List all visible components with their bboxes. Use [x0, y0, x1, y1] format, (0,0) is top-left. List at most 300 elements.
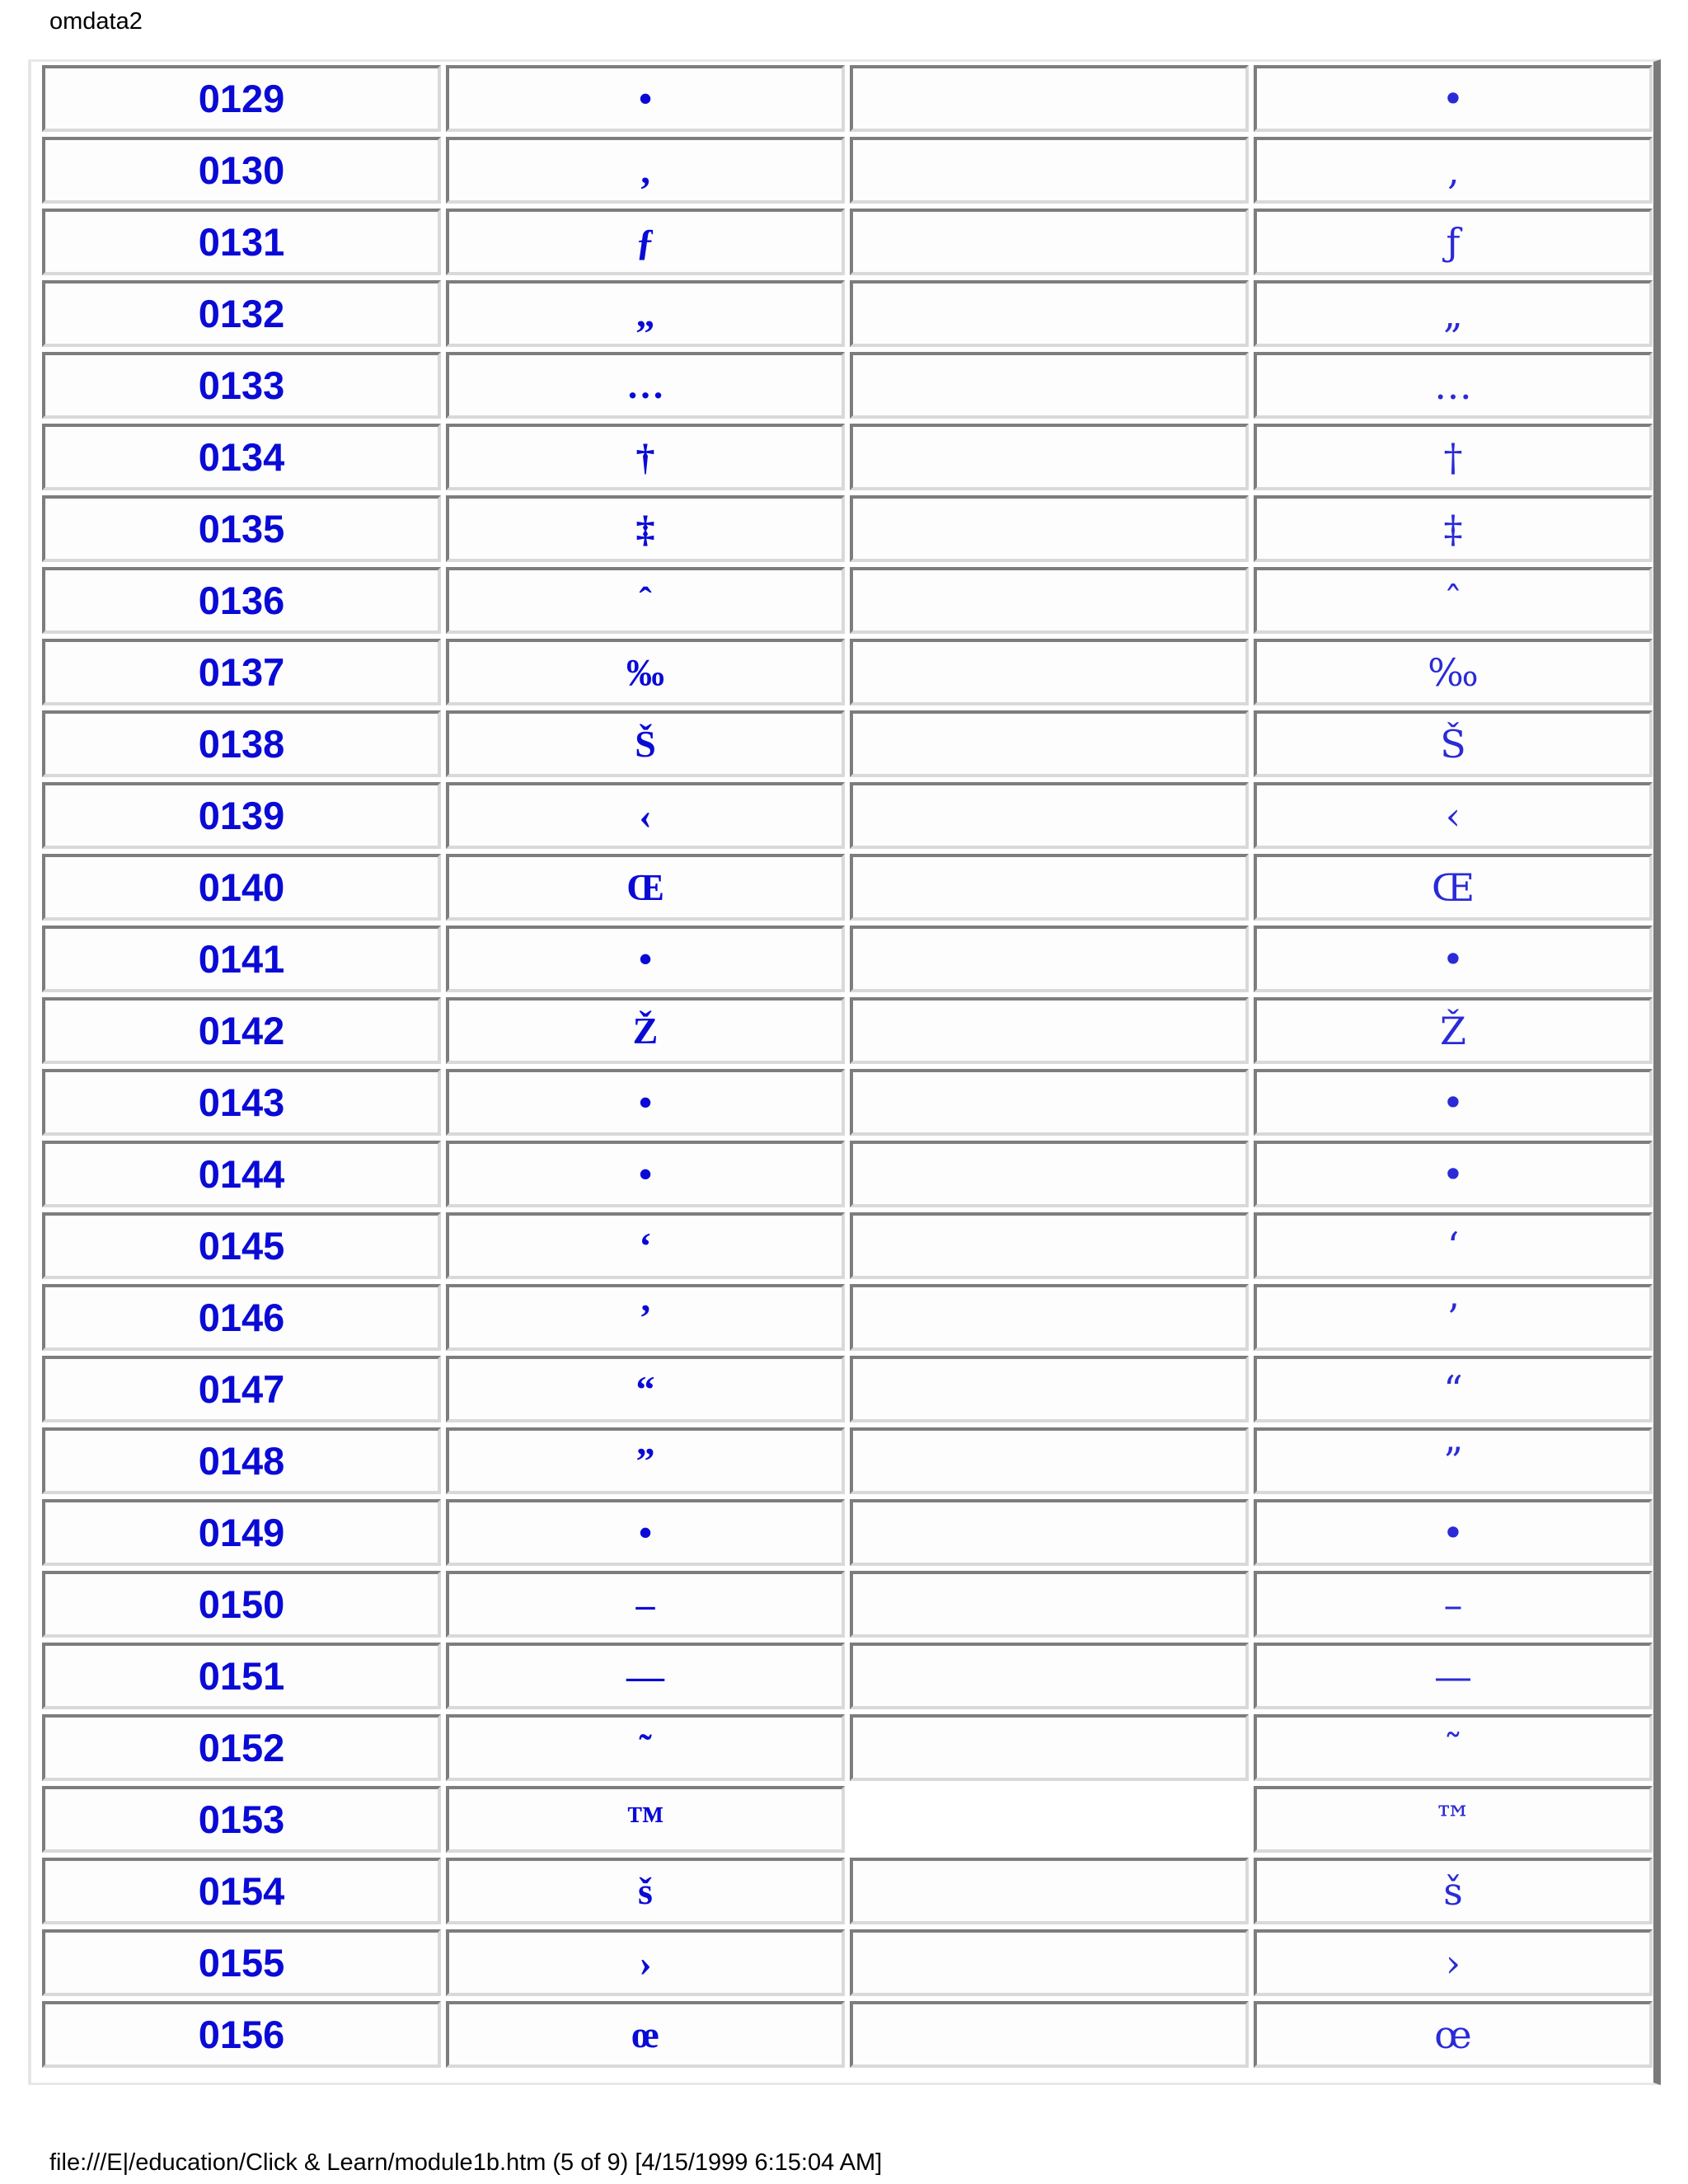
plain-glyph-cell	[1251, 137, 1655, 209]
empty-cell-box	[850, 1858, 1249, 1924]
empty-cell	[847, 424, 1251, 495]
plain-glyph-cell-box	[1254, 1356, 1653, 1422]
bold-glyph: ƒ	[635, 221, 655, 263]
plain-glyph-cell-box	[1254, 1212, 1653, 1279]
bold-glyph: “	[635, 1368, 655, 1410]
bold-glyph-cell	[443, 1069, 847, 1141]
plain-glyph-cell-box	[1254, 1571, 1653, 1638]
plain-glyph-cell-box	[1254, 1786, 1653, 1853]
table-row	[40, 424, 1655, 495]
plain-glyph-cell-box	[1254, 65, 1653, 132]
bold-glyph-cell-box	[446, 854, 845, 921]
plain-glyph-cell-box	[1254, 782, 1653, 849]
empty-cell	[847, 854, 1251, 926]
code-cell-box	[42, 1356, 441, 1422]
plain-glyph: œ	[1434, 2012, 1472, 2057]
bold-glyph-cell	[443, 1212, 847, 1284]
bold-glyph: œ	[631, 2013, 659, 2055]
bold-glyph-cell	[443, 424, 847, 495]
empty-cell	[847, 1284, 1251, 1356]
table-row	[40, 137, 1655, 209]
char-code: 0133	[198, 363, 285, 407]
plain-glyph: ‘	[1447, 1223, 1460, 1268]
bold-glyph-cell-box	[446, 1571, 845, 1638]
plain-glyph-cell	[1251, 854, 1655, 926]
table-row	[40, 1212, 1655, 1284]
code-cell	[40, 2001, 443, 2073]
char-code: 0141	[198, 937, 285, 981]
bold-glyph-cell-box	[446, 997, 845, 1064]
empty-cell-box	[850, 639, 1249, 705]
plain-glyph-cell	[1251, 1499, 1655, 1571]
empty-cell-box	[850, 997, 1249, 1064]
bold-glyph-cell	[443, 1858, 847, 1929]
bold-glyph-cell	[443, 567, 847, 639]
char-code: 0137	[198, 650, 285, 694]
bold-glyph: š	[638, 1870, 653, 1912]
bold-glyph-cell	[443, 65, 847, 137]
empty-cell	[847, 1571, 1251, 1643]
plain-glyph: •	[1442, 936, 1465, 982]
plain-glyph-cell-box	[1254, 1284, 1653, 1351]
empty-cell	[847, 1069, 1251, 1141]
empty-cell-box	[850, 1714, 1249, 1781]
code-cell-box	[42, 782, 441, 849]
plain-glyph-cell	[1251, 1284, 1655, 1356]
code-cell	[40, 137, 443, 209]
empty-cell-box	[850, 352, 1249, 419]
bold-glyph-cell	[443, 1427, 847, 1499]
bold-glyph-cell-box	[446, 1858, 845, 1924]
empty-cell	[847, 1858, 1251, 1929]
code-cell	[40, 1356, 443, 1427]
plain-glyph-cell-box	[1254, 1714, 1653, 1781]
empty-cell-box	[850, 1499, 1249, 1566]
empty-cell	[847, 1786, 1251, 1858]
bold-glyph-cell-box	[446, 926, 845, 992]
plain-glyph-cell	[1251, 352, 1655, 424]
code-cell	[40, 1499, 443, 1571]
char-code: 0143	[198, 1080, 285, 1124]
bold-glyph: ‰	[626, 651, 664, 693]
plain-glyph-cell-box	[1254, 639, 1653, 705]
table-row	[40, 280, 1655, 352]
char-code: 0138	[198, 722, 285, 766]
bold-glyph: „	[635, 293, 655, 335]
empty-cell-box	[850, 1284, 1249, 1351]
plain-glyph: š	[1443, 1868, 1463, 1914]
empty-cell-box	[850, 1069, 1249, 1136]
plain-glyph-cell-box	[1254, 1643, 1653, 1709]
code-cell-box	[42, 352, 441, 419]
bold-glyph-cell-box	[446, 1356, 845, 1422]
bold-glyph: •	[638, 1511, 653, 1554]
code-cell	[40, 1714, 443, 1786]
page-footer-url: file:///E|/education/Click & Learn/module1b.htm (5 of 9) [4/15/1999 6:15:04 AM]	[49, 2149, 883, 2176]
plain-glyph: ’	[1447, 1295, 1460, 1340]
table-row	[40, 65, 1655, 137]
bold-glyph: •	[638, 1081, 653, 1123]
empty-cell-box	[850, 1141, 1249, 1207]
empty-cell	[847, 1212, 1251, 1284]
plain-glyph-cell-box	[1254, 1499, 1653, 1566]
bold-glyph-cell-box	[446, 1786, 845, 1853]
empty-cell	[847, 1929, 1251, 2001]
char-code: 0146	[198, 1296, 285, 1339]
code-cell	[40, 1212, 443, 1284]
plain-glyph: †	[1443, 434, 1463, 480]
bold-glyph: •	[638, 938, 653, 980]
empty-cell	[847, 1643, 1251, 1714]
plain-glyph-cell-box	[1254, 280, 1653, 347]
bold-glyph-cell-box	[446, 1643, 845, 1709]
bold-glyph-cell-box	[446, 2001, 845, 2068]
plain-glyph-cell-box	[1254, 2001, 1653, 2068]
bold-glyph: Ž	[632, 1010, 659, 1052]
empty-cell-box	[850, 1212, 1249, 1279]
plain-glyph-cell-box	[1254, 137, 1653, 204]
table-row	[40, 209, 1655, 280]
code-cell	[40, 1786, 443, 1858]
empty-cell	[847, 65, 1251, 137]
empty-cell	[847, 639, 1251, 710]
code-cell-box	[42, 1499, 441, 1566]
empty-cell-box	[850, 854, 1249, 921]
plain-glyph: ‡	[1443, 506, 1463, 551]
code-cell	[40, 1284, 443, 1356]
bold-glyph-cell-box	[446, 1212, 845, 1279]
empty-cell	[847, 782, 1251, 854]
table-row	[40, 1499, 1655, 1571]
table-row	[40, 1929, 1655, 2001]
code-cell	[40, 65, 443, 137]
bold-glyph: —	[626, 1655, 664, 1697]
code-cell	[40, 997, 443, 1069]
empty-cell-box	[850, 137, 1249, 204]
bold-glyph-cell-box	[446, 280, 845, 347]
char-code: 0139	[198, 794, 285, 837]
bold-glyph-cell	[443, 1786, 847, 1858]
code-cell-box	[42, 495, 441, 562]
page-header: omdata2	[49, 8, 143, 35]
char-code: 0154	[198, 1869, 285, 1913]
code-cell-box	[42, 209, 441, 275]
code-cell	[40, 1643, 443, 1714]
code-cell-box	[42, 1786, 441, 1853]
bold-glyph: ™	[626, 1798, 664, 1840]
empty-cell-box	[850, 1356, 1249, 1422]
empty-cell	[847, 926, 1251, 997]
table-row	[40, 1141, 1655, 1212]
plain-glyph-cell	[1251, 1212, 1655, 1284]
code-cell	[40, 782, 443, 854]
plain-glyph: Š	[1440, 721, 1466, 766]
code-cell-box	[42, 1929, 441, 1996]
code-cell	[40, 1571, 443, 1643]
plain-glyph-cell	[1251, 1141, 1655, 1212]
char-code: 0149	[198, 1511, 285, 1554]
plain-glyph: –	[1443, 1582, 1463, 1627]
bold-glyph-cell-box	[446, 1427, 845, 1494]
empty-cell	[847, 1427, 1251, 1499]
plain-glyph: ›	[1445, 1940, 1461, 1985]
bold-glyph-cell-box	[446, 1714, 845, 1781]
table-row	[40, 1643, 1655, 1714]
char-code: 0155	[198, 1941, 285, 1985]
plain-glyph-cell	[1251, 1714, 1655, 1786]
code-cell	[40, 495, 443, 567]
bold-glyph-cell-box	[446, 567, 845, 634]
bold-glyph-cell-box	[446, 1499, 845, 1566]
plain-glyph-cell	[1251, 997, 1655, 1069]
bold-glyph-cell-box	[446, 495, 845, 562]
empty-cell-box	[850, 280, 1249, 347]
table-row	[40, 1427, 1655, 1499]
empty-cell-box	[850, 1571, 1249, 1638]
char-code: 0152	[198, 1726, 285, 1769]
plain-glyph-cell-box	[1254, 1929, 1653, 1996]
code-cell-box	[42, 1141, 441, 1207]
empty-cell-box	[850, 495, 1249, 562]
empty-cell-box	[850, 1786, 1249, 1853]
plain-glyph-cell	[1251, 710, 1655, 782]
empty-cell-box	[850, 424, 1249, 490]
plain-glyph-cell-box	[1254, 997, 1653, 1064]
code-cell-box	[42, 567, 441, 634]
code-cell-box	[42, 137, 441, 204]
plain-glyph-cell-box	[1254, 209, 1653, 275]
plain-glyph: ˆ	[1443, 578, 1463, 623]
character-table	[40, 65, 1655, 2073]
char-code: 0142	[198, 1009, 285, 1052]
table-row	[40, 926, 1655, 997]
empty-cell-box	[850, 209, 1249, 275]
code-cell-box	[42, 1714, 441, 1781]
plain-glyph: ‹	[1445, 793, 1461, 838]
table-row	[40, 1069, 1655, 1141]
code-cell-box	[42, 926, 441, 992]
bold-glyph-cell-box	[446, 65, 845, 132]
empty-cell	[847, 1714, 1251, 1786]
bold-glyph-cell	[443, 1571, 847, 1643]
character-table-body	[40, 65, 1655, 2073]
table-row	[40, 997, 1655, 1069]
bold-glyph-cell	[443, 997, 847, 1069]
plain-glyph-cell	[1251, 1786, 1655, 1858]
table-row	[40, 854, 1655, 926]
code-cell	[40, 1929, 443, 2001]
empty-cell-box	[850, 782, 1249, 849]
bold-glyph-cell-box	[446, 1069, 845, 1136]
plain-glyph-cell	[1251, 209, 1655, 280]
empty-cell	[847, 495, 1251, 567]
char-code: 0132	[198, 292, 285, 335]
plain-glyph-cell	[1251, 567, 1655, 639]
bold-glyph-cell-box	[446, 137, 845, 204]
bold-glyph: Œ	[626, 866, 664, 908]
char-code: 0136	[198, 579, 285, 622]
empty-cell-box	[850, 1427, 1249, 1494]
plain-glyph-cell	[1251, 1929, 1655, 2001]
plain-glyph: •	[1442, 1151, 1465, 1197]
char-code: 0145	[198, 1224, 285, 1268]
code-cell-box	[42, 1284, 441, 1351]
plain-glyph: Ž	[1440, 1008, 1466, 1053]
empty-cell-box	[850, 926, 1249, 992]
bold-glyph-cell	[443, 1714, 847, 1786]
empty-cell-box	[850, 1643, 1249, 1709]
char-code: 0148	[198, 1439, 285, 1483]
bold-glyph-cell	[443, 926, 847, 997]
plain-glyph: •	[1442, 1080, 1465, 1125]
code-cell	[40, 280, 443, 352]
bold-glyph-cell	[443, 1643, 847, 1714]
plain-glyph-cell	[1251, 1858, 1655, 1929]
bold-glyph: ˜	[639, 1727, 652, 1769]
char-code: 0129	[198, 77, 285, 120]
code-cell	[40, 567, 443, 639]
plain-glyph-cell-box	[1254, 710, 1653, 777]
bold-glyph-cell	[443, 280, 847, 352]
bold-glyph: ˆ	[639, 579, 652, 621]
plain-glyph-cell	[1251, 782, 1655, 854]
code-cell-box	[42, 1643, 441, 1709]
bold-glyph: –	[635, 1583, 655, 1625]
plain-glyph-cell	[1251, 1069, 1655, 1141]
table-row	[40, 495, 1655, 567]
table-row	[40, 567, 1655, 639]
table-row	[40, 2001, 1655, 2073]
plain-glyph-cell-box	[1254, 1069, 1653, 1136]
code-cell	[40, 1858, 443, 1929]
bold-glyph-cell-box	[446, 1141, 845, 1207]
plain-glyph-cell-box	[1254, 926, 1653, 992]
table-row	[40, 352, 1655, 424]
code-cell-box	[42, 1069, 441, 1136]
empty-cell	[847, 280, 1251, 352]
empty-cell	[847, 567, 1251, 639]
code-cell-box	[42, 1571, 441, 1638]
bold-glyph-cell	[443, 639, 847, 710]
bold-glyph: …	[626, 364, 664, 406]
empty-cell-box	[850, 567, 1249, 634]
code-cell	[40, 639, 443, 710]
bold-glyph: •	[638, 77, 653, 120]
bold-glyph-cell	[443, 137, 847, 209]
plain-glyph: ”	[1443, 1438, 1463, 1483]
plain-glyph: Œ	[1431, 865, 1475, 910]
code-cell-box	[42, 710, 441, 777]
plain-glyph: •	[1442, 1510, 1465, 1555]
character-table-frame	[28, 59, 1661, 2085]
char-code: 0147	[198, 1367, 285, 1411]
empty-cell-box	[850, 710, 1249, 777]
empty-cell	[847, 710, 1251, 782]
bold-glyph-cell	[443, 1284, 847, 1356]
code-cell	[40, 1141, 443, 1212]
code-cell-box	[42, 1858, 441, 1924]
plain-glyph: …	[1434, 363, 1472, 408]
empty-cell-box	[850, 2001, 1249, 2068]
code-cell	[40, 209, 443, 280]
bold-glyph: †	[635, 436, 655, 478]
bold-glyph-cell-box	[446, 639, 845, 705]
plain-glyph: •	[1442, 76, 1465, 121]
code-cell	[40, 424, 443, 495]
bold-glyph: ›	[639, 1942, 652, 1984]
bold-glyph-cell	[443, 710, 847, 782]
table-row	[40, 1356, 1655, 1427]
empty-cell	[847, 1356, 1251, 1427]
char-code: 0153	[198, 1797, 285, 1841]
code-cell-box	[42, 997, 441, 1064]
table-row	[40, 639, 1655, 710]
plain-glyph-cell-box	[1254, 424, 1653, 490]
char-code: 0130	[198, 148, 285, 192]
plain-glyph-cell	[1251, 1356, 1655, 1427]
plain-glyph-cell-box	[1254, 567, 1653, 634]
bold-glyph: ’	[639, 1296, 652, 1338]
char-code: 0131	[198, 220, 285, 264]
plain-glyph-cell	[1251, 424, 1655, 495]
plain-glyph: ƒ	[1446, 219, 1461, 265]
bold-glyph-cell	[443, 1929, 847, 2001]
empty-cell	[847, 997, 1251, 1069]
plain-glyph-cell	[1251, 280, 1655, 352]
bold-glyph: ‹	[639, 794, 652, 837]
plain-glyph-cell	[1251, 639, 1655, 710]
char-code: 0151	[198, 1654, 285, 1698]
plain-glyph-cell-box	[1254, 854, 1653, 921]
plain-glyph-cell-box	[1254, 352, 1653, 419]
table-row	[40, 782, 1655, 854]
bold-glyph-cell	[443, 1356, 847, 1427]
empty-cell	[847, 1141, 1251, 1212]
bold-glyph-cell-box	[446, 424, 845, 490]
plain-glyph: ‚	[1447, 148, 1460, 193]
code-cell	[40, 352, 443, 424]
bold-glyph-cell-box	[446, 352, 845, 419]
table-row	[40, 1786, 1655, 1858]
plain-glyph: ™	[1434, 1797, 1472, 1842]
plain-glyph-cell	[1251, 1643, 1655, 1714]
bold-glyph-cell-box	[446, 710, 845, 777]
plain-glyph-cell	[1251, 2001, 1655, 2073]
plain-glyph-cell-box	[1254, 1141, 1653, 1207]
plain-glyph: “	[1443, 1366, 1463, 1412]
table-row	[40, 1714, 1655, 1786]
plain-glyph: ˜	[1443, 1725, 1463, 1770]
code-cell-box	[42, 424, 441, 490]
code-cell-box	[42, 1212, 441, 1279]
bold-glyph: •	[638, 1153, 653, 1195]
bold-glyph-cell	[443, 209, 847, 280]
bold-glyph-cell-box	[446, 1929, 845, 1996]
bold-glyph-cell-box	[446, 1284, 845, 1351]
char-code: 0140	[198, 865, 285, 909]
bold-glyph-cell	[443, 782, 847, 854]
char-code: 0150	[198, 1582, 285, 1626]
bold-glyph-cell	[443, 2001, 847, 2073]
code-cell-box	[42, 1427, 441, 1494]
code-cell-box	[42, 639, 441, 705]
table-row	[40, 1858, 1655, 1929]
empty-cell-box	[850, 65, 1249, 132]
table-row	[40, 1284, 1655, 1356]
plain-glyph: —	[1434, 1653, 1472, 1699]
empty-cell	[847, 2001, 1251, 2073]
code-cell	[40, 854, 443, 926]
